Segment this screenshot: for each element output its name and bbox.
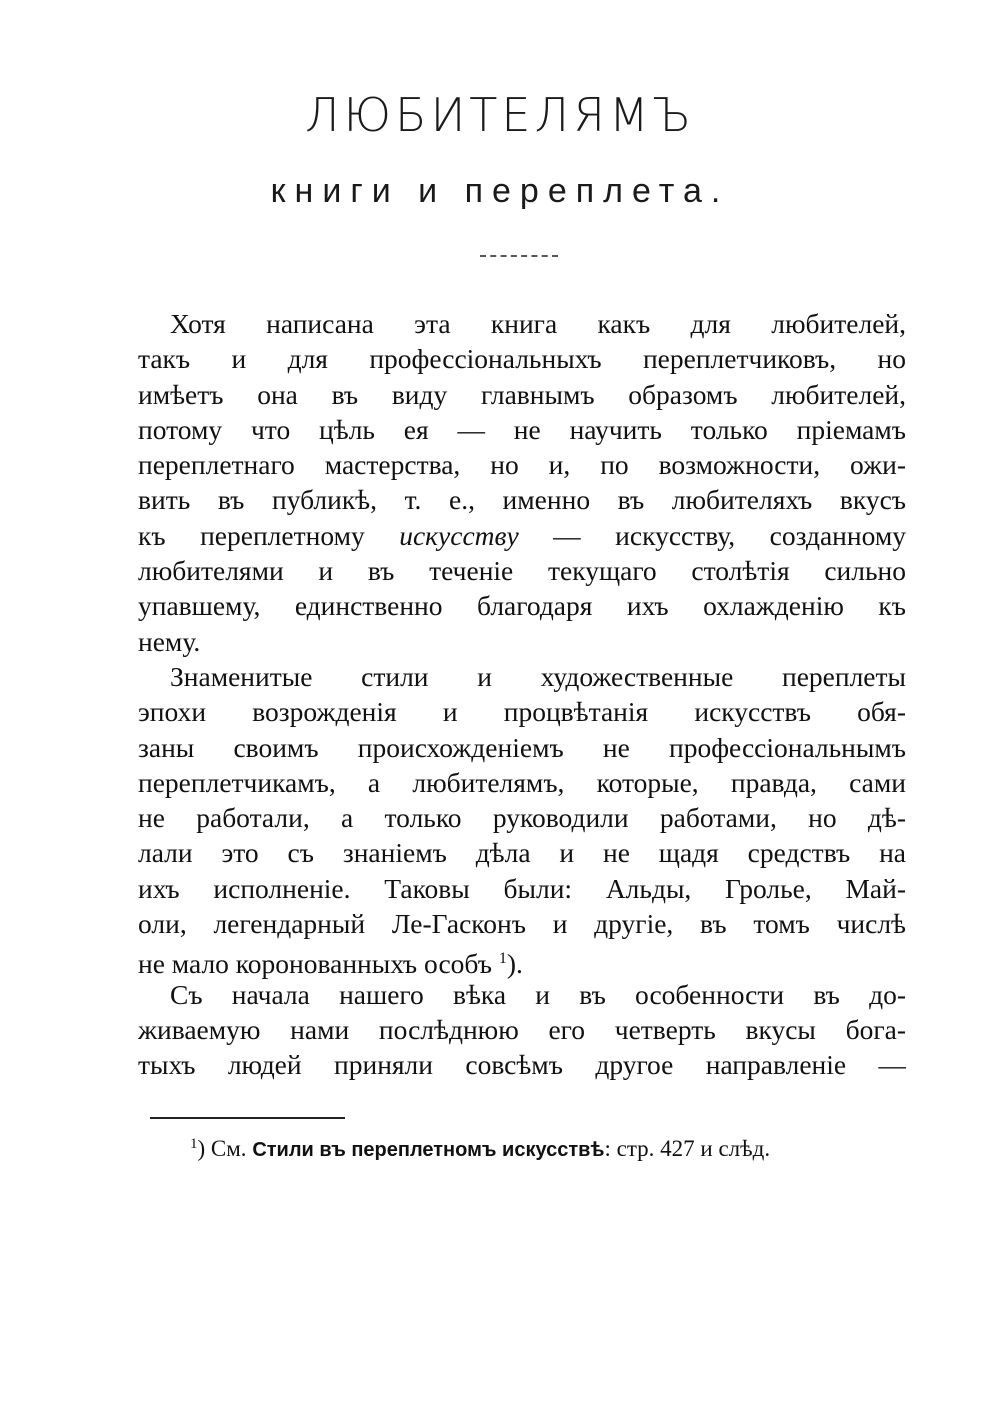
text-line: лали это съ знаніемъ дѣла и не щадя средствъ на — [138, 837, 906, 869]
text-line: ихъ исполненіе. Таковы были: Альды, Гролье, Май- — [138, 872, 906, 904]
text-line: упавшему, единственно благодаря ихъ охлажденію къ — [138, 590, 906, 622]
text-line: вить въ публикѣ, т. е., именно въ любителяхъ вкусъ — [138, 484, 906, 516]
text-line — [138, 518, 906, 553]
footnote-divider — [150, 1117, 345, 1119]
text-line: эпохи возрожденія и процвѣтанія искусствъ обя- — [138, 696, 906, 728]
text-line: переплетнаго мастерства, но и, по возможности, ожи- — [138, 449, 906, 481]
text-line: такъ и для профессіональныхъ переплетчиковъ, но — [138, 343, 906, 375]
text-line: потому что цѣль ея — не научить только пріемамъ — [138, 413, 906, 445]
text-line: имѣетъ она въ виду главнымъ образомъ любителей, — [138, 378, 906, 410]
text-line: тыхъ людей приняли совсѣмъ другое направленіе — — [138, 1049, 906, 1081]
italic-emphasis: искусству — [399, 519, 519, 551]
text-line: оли, легендарный Ле-Гасконъ и другіе, въ томъ числѣ — [138, 908, 906, 940]
text-line: не работали, а только руководили работами, но дѣ- — [138, 802, 906, 834]
text-line: нему. — [138, 625, 201, 657]
text-line: Хотя написана эта книга какъ для любителей, — [170, 308, 906, 339]
paragraph-1 — [138, 306, 906, 659]
page-subtitle: книги и переплета. — [270, 172, 730, 210]
footnote-reference[interactable]: 1 — [498, 950, 507, 968]
text-line: Знаменитые стили и художественные переплеты — [170, 660, 906, 692]
text-line: любителями и въ теченіе текущаго столѣтія сильно — [138, 555, 906, 587]
paragraph-3 — [138, 977, 906, 1083]
text-segment: ). — [506, 948, 523, 980]
footnote-text: : стр. 427 и слѣд. — [604, 1136, 771, 1161]
footnote-number: 1 — [190, 1136, 198, 1152]
text-line: живаемую нами послѣднюю его четверть вкусы бога- — [138, 1013, 906, 1045]
title-ornament-divider — [480, 255, 558, 260]
text-line — [138, 941, 906, 980]
text-line: переплетчикамъ, а любителямъ, которые, правда, сами — [138, 766, 906, 798]
paragraph-2 — [138, 659, 906, 980]
text-segment: — искусству, созданному — [518, 519, 906, 551]
footnote — [190, 1136, 910, 1162]
page-title: ЛЮБИТЕЛЯМЪ — [305, 88, 695, 142]
text-line: заны своимъ происхожденіемъ не профессіональнымъ — [138, 731, 906, 763]
body-text — [138, 306, 906, 1083]
footnote-bold-title: Стили въ переплетномъ искусствѣ — [252, 1139, 605, 1161]
text-line: Съ начала нашего вѣка и въ особенности въ до- — [170, 978, 906, 1010]
footnote-text: ) См. — [197, 1136, 253, 1161]
text-segment: не мало коронованныхъ особъ — [138, 948, 499, 980]
text-segment: къ переплетному — [138, 519, 400, 551]
